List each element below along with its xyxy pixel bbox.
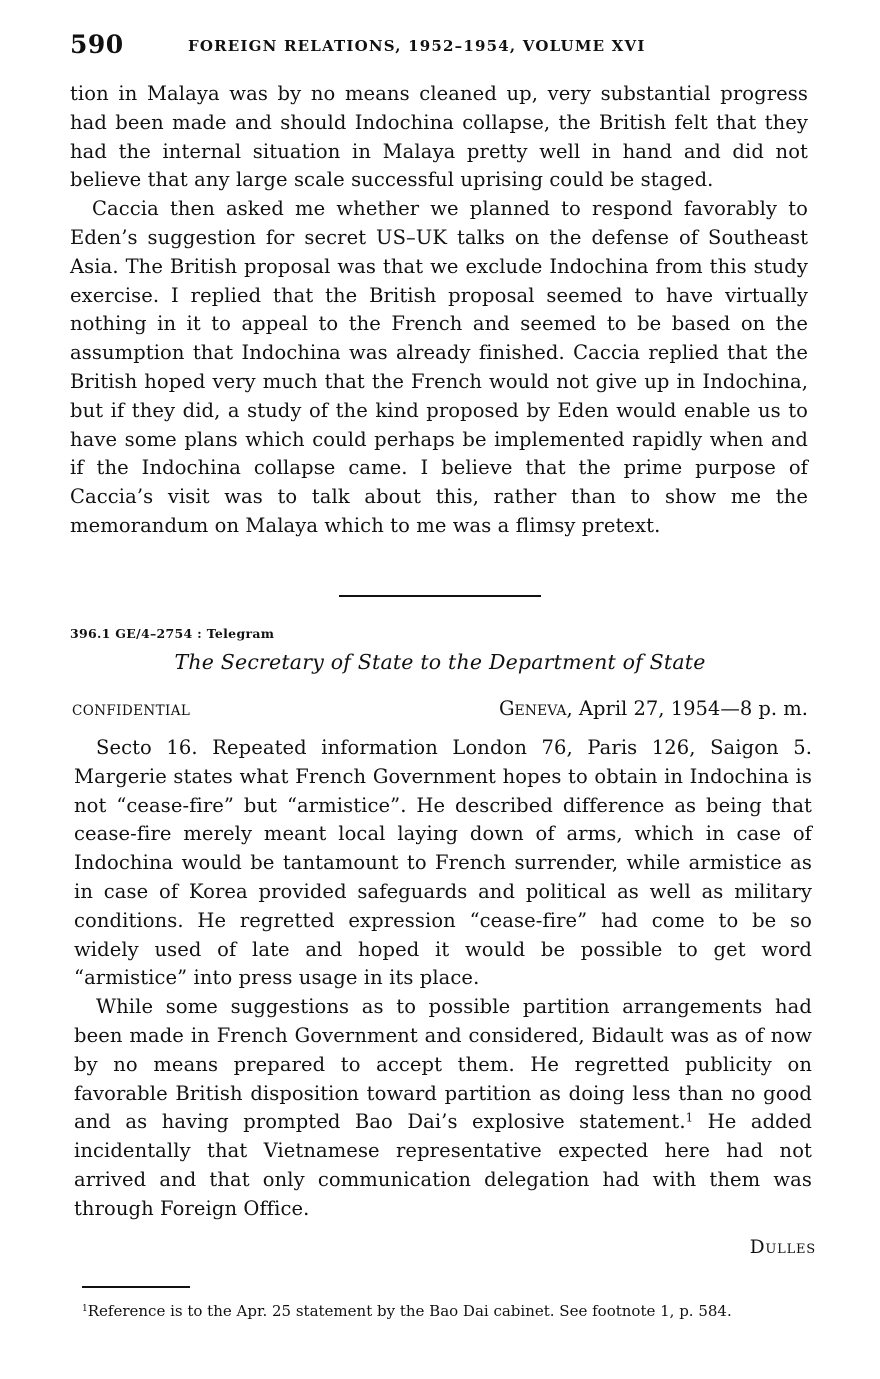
footnote-text: Reference is to the Apr. 25 statement by the Bao Dai cabinet. See footnote 1, p. 584.: [87, 1302, 732, 1320]
dateline: [499, 697, 808, 720]
dateline-place: Geneva: [498, 697, 567, 720]
telegram-body: [74, 734, 812, 1224]
footnote-marker: 1: [82, 1304, 88, 1315]
footnote: [82, 1300, 812, 1322]
dateline-row: [72, 697, 808, 727]
telegram-paragraph-2-end: He added incidentally that Vietnamese representative expected here had not arrived and that only communication delegation had with them was through Foreign Office.: [74, 1110, 812, 1220]
running-title: FOREIGN RELATIONS, 1952–1954, VOLUME XVI: [188, 37, 646, 55]
caccia-paragraph: Caccia then asked me whether we planned to respond favorably to Eden’s suggestion for secret US–UK talks on the defense of Southeast Asia. The British proposal was that we exclude Indochina from this study exercise. I replied that the British proposal seemed to have virtually nothing in it to appeal to the French and seemed to be based on the assumption that Indochina was already finished. Caccia replied that the British hoped very much that the French would not give up in Indochina, but if they did, a study of the kind proposed by Eden would enable us to have some plans which could perhaps be implemented rapidly when and if the Indochina collapse came. I believe that the prime purpose of Caccia’s visit was to talk about this, rather than to show me the memorandum on Malaya which to me was a flimsy pretext.: [70, 197, 808, 537]
continued-document: [70, 80, 808, 541]
telegram-paragraph-2-text: While some suggestions as to possible partition arrangements had been made in French Government and considered, Bidault was as of now by no means prepared to accept them. He regretted publicity on favorable British disposition toward partition as doing less than no good and as having prompted Bao Dai’s explosive statement.: [74, 995, 812, 1134]
dateline-date: , April 27, 1954—8 p. m.: [566, 697, 808, 720]
file-reference: 396.1 GE/4–2754 : Telegram: [70, 626, 275, 641]
telegram-paragraph-1: Secto 16. Repeated information London 76, Paris 126, Saigon 5. Margerie states what French Government hopes to obtain in Indochina is not “cease-fire” but “armistice”. He described difference as being that cease-fire merely meant local laying down of arms, which in case of Indochina would be tantamount to French surrender, while armistice as in case of Korea provided safeguards and political as well as military conditions. He regretted expression “cease-fire” had come to be so widely used of late and hoped it would be possible to get word “armistice” into press usage in its place.: [74, 736, 812, 990]
classification-label: CONFIDENTIAL: [72, 703, 191, 719]
footnote-divider: [82, 1286, 190, 1288]
footnote-reference: 1: [685, 1110, 694, 1125]
document-heading: The Secretary of State to the Department of State: [174, 650, 706, 674]
telegram-paragraph-2: [74, 993, 812, 1223]
running-head: [70, 30, 810, 62]
signature: Dulles: [749, 1237, 816, 1258]
page-number: 590: [70, 30, 124, 59]
continued-paragraph: tion in Malaya was by no means cleaned up, very substantial progress had been made and should Indochina collapse, the British felt that they had the internal situation in Malaya pretty well in hand and did not believe that any large scale successful uprising could be staged.: [70, 82, 808, 192]
section-divider: [339, 595, 541, 597]
